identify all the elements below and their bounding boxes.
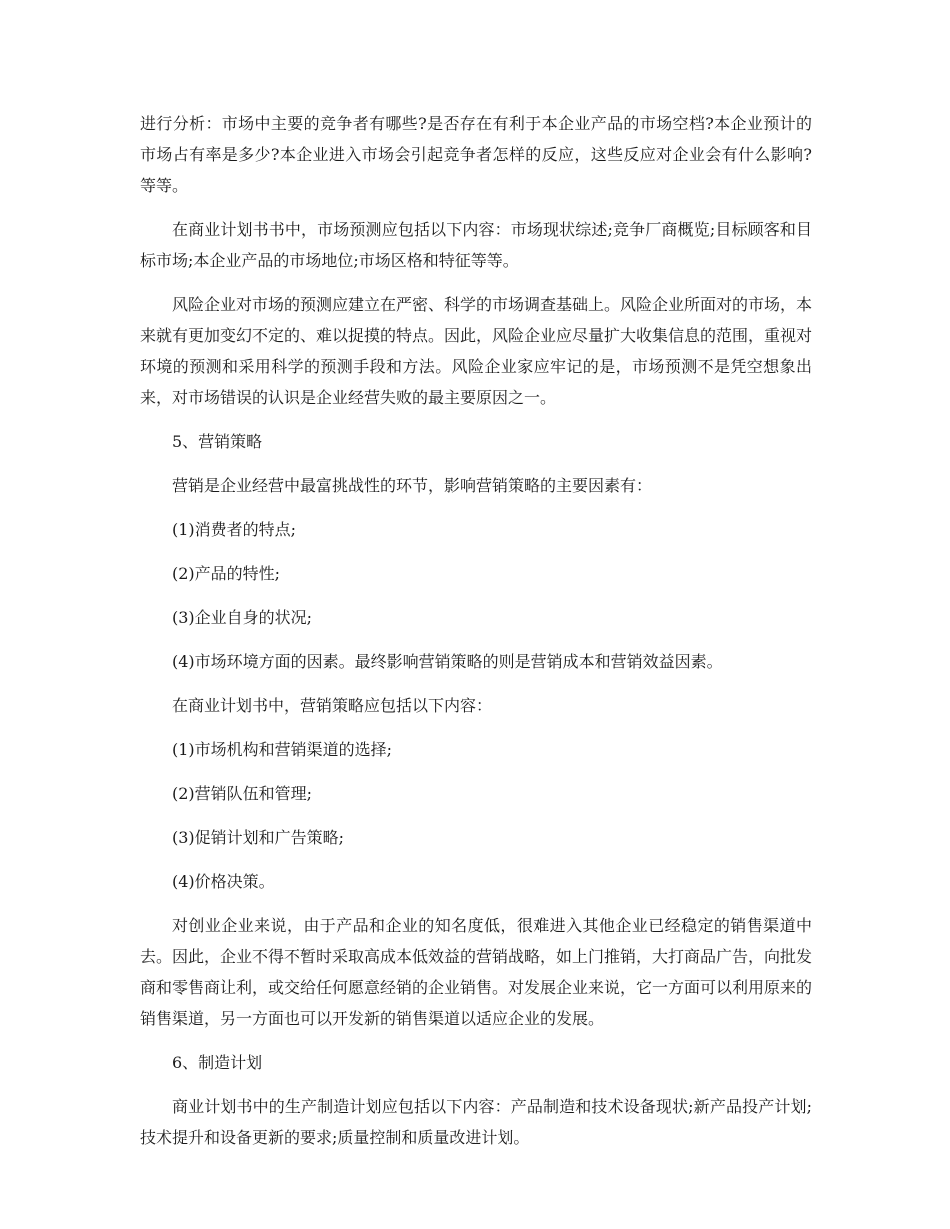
list-item: (4)市场环境方面的因素。最终影响营销策略的则是营销成本和营销效益因素。 bbox=[172, 652, 723, 671]
list-item: (3)企业自身的状况; bbox=[172, 608, 313, 627]
paragraph-market-forecast-contents: 在商业计划书书中，市场预测应包括以下内容：市场现状综述;竞争厂商概览;目标顾客和目标市场;本企业产品的市场地位;市场区格和特征等等。 bbox=[140, 220, 812, 270]
list-item: (3)促销计划和广告策略; bbox=[172, 828, 345, 847]
paragraph-startup-channels: 对创业企业来说，由于产品和企业的知名度低，很难进入其他企业已经稳定的销售渠道中去。因此，企业不得不暂时采取高成本低效益的营销战略，如上门推销，大打商品广告，向批发商和零售商让利，或交给任何愿意经销的企业销售。对发展企业来说，它一方面可以利用原来的销售渠道，另一方面也可以开发新的销售渠道以适应企业的发展。 bbox=[140, 916, 813, 1028]
list-item: (1)消费者的特点; bbox=[172, 520, 297, 539]
list-item: (1)市场机构和营销渠道的选择; bbox=[172, 740, 393, 759]
paragraph-marketing-factors-intro: 营销是企业经营中最富挑战性的环节，影响营销策略的主要因素有： bbox=[172, 476, 653, 495]
list-item: (4)价格决策。 bbox=[172, 872, 275, 891]
paragraph-manufacturing-contents: 商业计划书中的生产制造计划应包括以下内容：产品制造和技术设备现状;新产品投产计划;技术提升和设备更新的要求;质量控制和质量改进计划。 bbox=[140, 1097, 812, 1147]
list-item: (2)产品的特性; bbox=[172, 564, 281, 583]
list-item: (2)营销队伍和管理; bbox=[172, 784, 313, 803]
paragraph-market-analysis-continued: 进行分析：市场中主要的竞争者有哪些?是否存在有利于本企业产品的市场空档?本企业预计的市场占有率是多少?本企业进入市场会引起竞争者怎样的反应，这些反应对企业会有什么影响?等等。 bbox=[140, 114, 812, 195]
document-body bbox=[140, 108, 812, 1166]
paragraph-marketing-plan-intro: 在商业计划书中，营销策略应包括以下内容： bbox=[172, 696, 493, 715]
section-heading-manufacturing-plan: 6、制造计划 bbox=[172, 1053, 263, 1072]
section-heading-marketing-strategy: 5、营销策略 bbox=[172, 432, 263, 451]
paragraph-market-forecast-basis: 风险企业对市场的预测应建立在严密、科学的市场调查基础上。风险企业所面对的市场，本来就有更加变幻不定的、难以捉摸的特点。因此，风险企业应尽量扩大收集信息的范围，重视对环境的预测和采用科学的预测手段和方法。风险企业家应牢记的是，市场预测不是凭空想象出来，对市场错误的认识是企业经营失败的最主要原因之一。 bbox=[140, 295, 813, 407]
